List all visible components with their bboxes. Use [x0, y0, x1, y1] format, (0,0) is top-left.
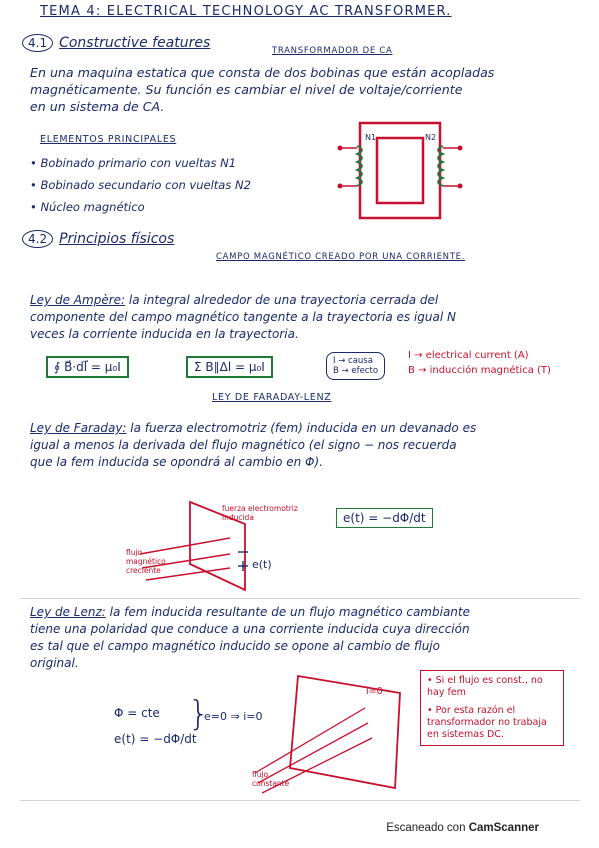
- page-title: TEMA 4: ELECTRICAL TECHNOLOGY AC TRANSFORMER.: [40, 4, 452, 19]
- zero-current-label: i=0: [366, 686, 383, 697]
- diagram-title: TRANSFORMADOR DE CA: [272, 46, 393, 56]
- ampere-integral-equation: ∮ B⃗·dl⃗ = μ₀I: [46, 356, 129, 378]
- paragraph-line: magnéticamente. Su función es cambiar el nivel de voltaje/corriente: [30, 82, 463, 97]
- section-title-4-2: Principios físicos: [59, 231, 175, 247]
- note-item: • Por esta razón el transformador no trabaja en sistemas DC.: [427, 705, 547, 740]
- lenz-equations: [114, 700, 197, 752]
- legend-current: I → electrical current (A): [408, 350, 529, 361]
- list-item: • Bobinado primario con vueltas N1: [30, 156, 237, 170]
- elements-heading: ELEMENTOS PRINCIPALES: [40, 134, 177, 145]
- note-item: • Si el flujo es const., no hay fem: [427, 675, 543, 698]
- section-number-4-1: 4.1: [22, 34, 53, 52]
- section-title-4-1: Constructive features: [59, 35, 211, 51]
- section-heading-4-2: [22, 230, 174, 248]
- divider: [20, 598, 580, 599]
- paragraph-line: la fuerza electromotriz (fem) inducida en un devanado es: [130, 421, 477, 435]
- faraday-lenz-heading: LEY DE FARADAY-LENZ: [212, 392, 332, 403]
- ampere-paragraph: [30, 292, 590, 343]
- legend-induction: B → inducción magnética (T): [408, 365, 551, 376]
- list-item: • Bobinado secundario con vueltas N2: [30, 178, 251, 192]
- section-heading-4-1: [22, 34, 210, 52]
- paragraph-line: En una maquina estatica que consta de dos bobinas que están acopladas: [30, 65, 495, 80]
- paragraph-line: original.: [30, 656, 79, 670]
- paragraph-line: tiene una polaridad que conduce a una corriente inducida cuya dirección: [30, 622, 470, 636]
- et-label: e(t): [252, 558, 272, 571]
- n1-label: N1: [365, 133, 377, 142]
- lenz-notes-box: [420, 670, 564, 746]
- flux-increasing-label: flujo magnético creciente: [126, 548, 166, 575]
- lenz-result: e=0 ⇒ i=0: [204, 710, 263, 723]
- emf-equation: e(t) = −dΦ/dt: [114, 732, 197, 746]
- paragraph-line: en un sistema de CA.: [30, 99, 165, 114]
- brace: }: [188, 694, 210, 734]
- elements-list: [30, 152, 251, 218]
- effect-label: B → efecto: [333, 366, 379, 376]
- list-item: • Núcleo magnético: [30, 200, 145, 214]
- cause-effect-box: [326, 352, 385, 380]
- paragraph-line: componente del campo magnético tangente a la trayectoria es igual N: [30, 310, 456, 324]
- section-number-4-2: 4.2: [22, 230, 53, 248]
- faraday-paragraph: [30, 420, 590, 471]
- footer-brand: CamScanner: [468, 822, 539, 834]
- camscanner-footer: [0, 822, 599, 834]
- cause-label: I → causa: [333, 356, 373, 366]
- faraday-equation: e(t) = −dΦ/dt: [336, 508, 433, 528]
- ampere-label: Ley de Ampère:: [30, 293, 126, 307]
- ampere-sum-equation: Σ B∥Δl = μ₀I: [186, 356, 273, 378]
- section1-paragraph: [30, 64, 590, 115]
- lenz-paragraph: [30, 604, 590, 672]
- bottom-divider: [20, 800, 580, 801]
- paragraph-line: veces la corriente inducida en la trayectoria.: [30, 327, 299, 341]
- footer-prefix: Escaneado con: [386, 822, 466, 834]
- paragraph-line: que la fem inducida se opondrá al cambio en Φ).: [30, 455, 323, 469]
- paragraph-line: la fem inducida resultante de un flujo magnético cambiante: [109, 605, 470, 619]
- magnetic-field-heading: CAMPO MAGNÉTICO CREADO POR UNA CORRIENTE.: [216, 252, 466, 262]
- faraday-label: Ley de Faraday:: [30, 421, 127, 435]
- fem-label: fuerza electromotriz inducida: [222, 504, 298, 522]
- transformer-diagram: [335, 118, 465, 228]
- paragraph-line: la integral alrededor de una trayectoria cerrada del: [128, 293, 439, 307]
- flux-constant-label: flujo constante: [252, 770, 290, 788]
- n2-label: N2: [425, 133, 437, 142]
- units-legend: [408, 348, 551, 378]
- lenz-label: Ley de Lenz:: [30, 605, 106, 619]
- phi-const-equation: Φ = cte: [114, 706, 160, 720]
- paragraph-line: igual a menos la derivada del flujo magnético (el signo − nos recuerda: [30, 438, 457, 452]
- paragraph-line: es tal que el campo magnético inducido se opone al cambio de flujo: [30, 639, 440, 653]
